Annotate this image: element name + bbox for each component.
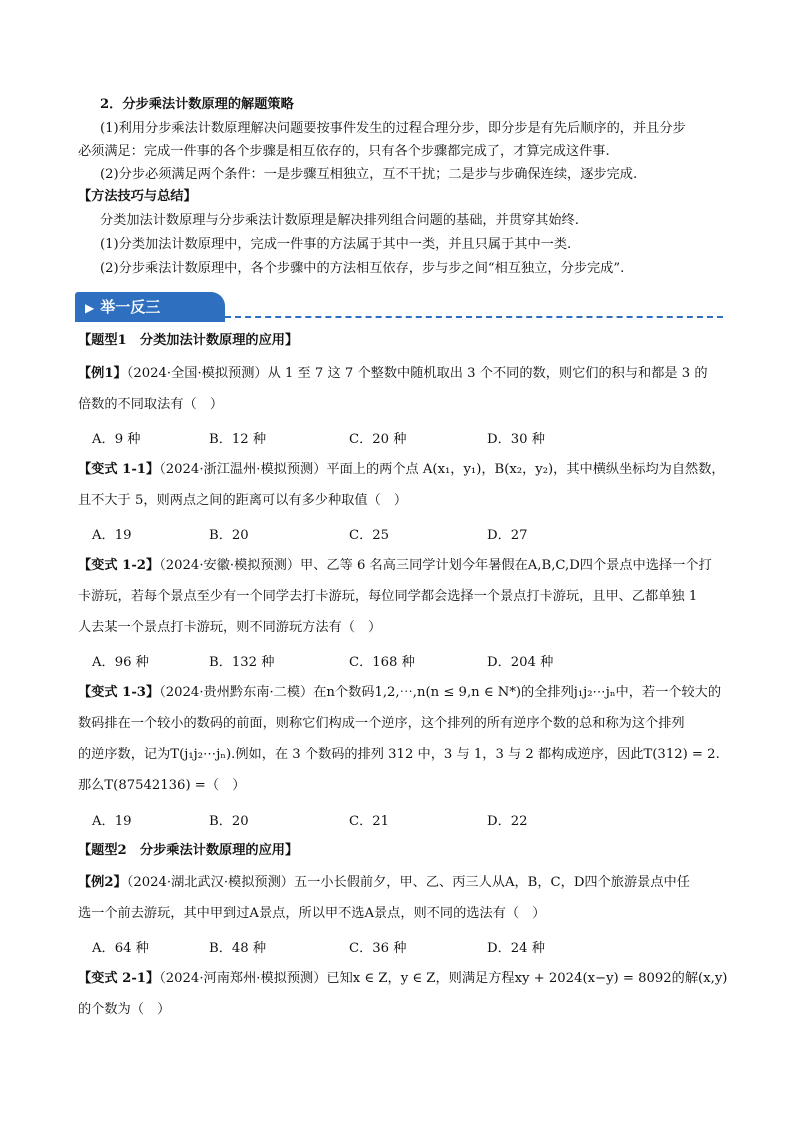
option-c[interactable]: C．20 种 [349,432,407,447]
banner-title [85,296,160,317]
example-2-line-2: 选一个前去游玩，其中甲到过A景点，所以甲不选A景点，则不同的选法有（ ） [78,906,546,921]
option-b[interactable]: B．12 种 [209,432,267,447]
option-d[interactable]: D．30 种 [487,432,545,447]
option-d[interactable]: D．27 [487,528,528,543]
option-c[interactable]: C．36 种 [349,941,407,956]
banner-underline [75,320,225,322]
variant-1-3-text-1: （2024·贵州黔东南·二模）在n个数码1,2,⋯,n(n ≤ 9,n ∈ N*)的全排列j₁j₂⋯jₙ中，若一个较大的 [159,685,722,700]
variant-2-1-line-2: 的个数为（ ） [78,1002,171,1017]
banner-dashed-rule [225,316,723,318]
example-2-tag: 【例2】 [78,875,127,890]
option-b[interactable]: B．20 [209,814,249,829]
option-a[interactable]: A．19 [92,528,132,543]
option-c[interactable]: C．21 [349,814,390,829]
variant-1-1-line-1 [78,461,723,479]
strategy-paragraph-1a: (1)利用分步乘法计数原理解决问题要按事件发生的过程合理分步，即分步是有先后顺序的，并且分步 [100,121,686,136]
option-a[interactable]: A．64 种 [92,941,149,956]
option-d[interactable]: D．24 种 [487,941,545,956]
variant-2-1-line-1 [78,970,728,988]
variant-1-1-text-1: （2024·浙江温州·模拟预测）平面上的两个点 A(x₁，y₁)，B(x₂，y₂)，其中横纵坐标均为自然数， [159,462,725,477]
variant-1-3-options [92,810,712,828]
variant-1-2-line-3: 人去某一个景点打卡游玩，则不同游玩方法有（ ） [78,620,382,635]
example-2-options [92,937,712,955]
summary-heading: 【方法技巧与总结】 [78,189,197,204]
variant-1-2-text-1: （2024·安徽·模拟预测）甲、乙等 6 名高三同学计划今年暑假在A,B,C,D四个景点中选择一个打 [159,558,712,573]
topic-2-heading: 【题型2 分步乘法计数原理的应用】 [78,843,299,858]
option-b[interactable]: B．20 [209,528,249,543]
topic-1-heading: 【题型1 分类加法计数原理的应用】 [78,333,299,348]
summary-line-2: (1)分类加法计数原理中，完成一件事的方法属于其中一类，并且只属于其中一类. [100,237,572,252]
variant-1-3-tag: 【变式 1-3】 [78,685,160,700]
option-a[interactable]: A．96 种 [92,655,149,670]
example-2-text-1: （2024·湖北武汉·模拟预测）五一小长假前夕，甲、乙、丙三人从A，B，C，D四个旅游景点中任 [126,875,690,890]
section-banner [75,292,725,322]
strategy-heading: 2．分步乘法计数原理的解题策略 [100,97,294,112]
variant-2-1-text-1: （2024·河南郑州·模拟预测）已知x ∈ Z，y ∈ Z，则满足方程xy + 2024(x−y) = 8092的解(x,y) [159,971,728,986]
variant-1-2-options [92,651,712,669]
option-d[interactable]: D．22 [487,814,528,829]
summary-line-3: (2)分步乘法计数原理中，各个步骤中的方法相互依存，步与步之间“相互独立，分步完成”. [100,261,625,276]
variant-2-1-tag: 【变式 2-1】 [78,971,160,986]
variant-1-2-line-2: 卡游玩，若每个景点至少有一个同学去打卡游玩，每位同学都会选择一个景点打卡游玩，且甲、乙都单独 1 [78,589,698,604]
option-d[interactable]: D．204 种 [487,655,554,670]
example-1-line-1 [78,365,723,383]
variant-1-1-options [92,524,712,542]
option-b[interactable]: B．48 种 [209,941,267,956]
banner-title-text: 举一反三 [100,298,161,316]
variant-1-2-line-1 [78,557,723,575]
strategy-paragraph-2: (2)分步必须满足两个条件：一是步骤互相独立，互不干扰；二是步与步确保连续，逐步完成. [100,167,638,182]
summary-line-1: 分类加法计数原理与分步乘法计数原理是解决排列组合问题的基础，并贯穿其始终. [100,213,579,228]
option-c[interactable]: C．168 种 [349,655,415,670]
option-a[interactable]: A．9 种 [92,432,141,447]
play-triangle-icon: ▶ [85,301,95,315]
example-1-text-1: （2024·全国·模拟预测）从 1 至 7 这 7 个整数中随机取出 3 个不同的数，则它们的积与和都是 3 的 [126,366,708,381]
variant-1-3-line-2: 数码排在一个较小的数码的前面，则称它们构成一个逆序，这个排列的所有逆序个数的总和称为这个排列 [78,716,685,731]
example-1-line-2: 倍数的不同取法有（ ） [78,397,224,412]
option-b[interactable]: B．132 种 [209,655,275,670]
option-a[interactable]: A．19 [92,814,132,829]
strategy-paragraph-1b: 必须满足：完成一件事的各个步骤是相互依存的，只有各个步骤都完成了，才算完成这件事. [78,144,610,159]
example-1-tag: 【例1】 [78,366,127,381]
example-2-line-1 [78,874,723,892]
example-1-options [92,428,712,446]
option-c[interactable]: C．25 [349,528,390,543]
variant-1-3-line-1 [78,684,723,702]
variant-1-3-line-3: 的逆序数，记为T(j₁j₂⋯jₙ).例如，在 3 个数码的排列 312 中，3 与 1，3 与 2 都构成逆序，因此T(312) = 2. [78,747,720,762]
variant-1-3-line-4: 那么T(87542136) =（ ） [78,778,246,793]
variant-1-2-tag: 【变式 1-2】 [78,558,160,573]
variant-1-1-tag: 【变式 1-1】 [78,462,160,477]
variant-1-1-line-2: 且不大于 5，则两点之间的距离可以有多少种取值（ ） [78,493,408,508]
